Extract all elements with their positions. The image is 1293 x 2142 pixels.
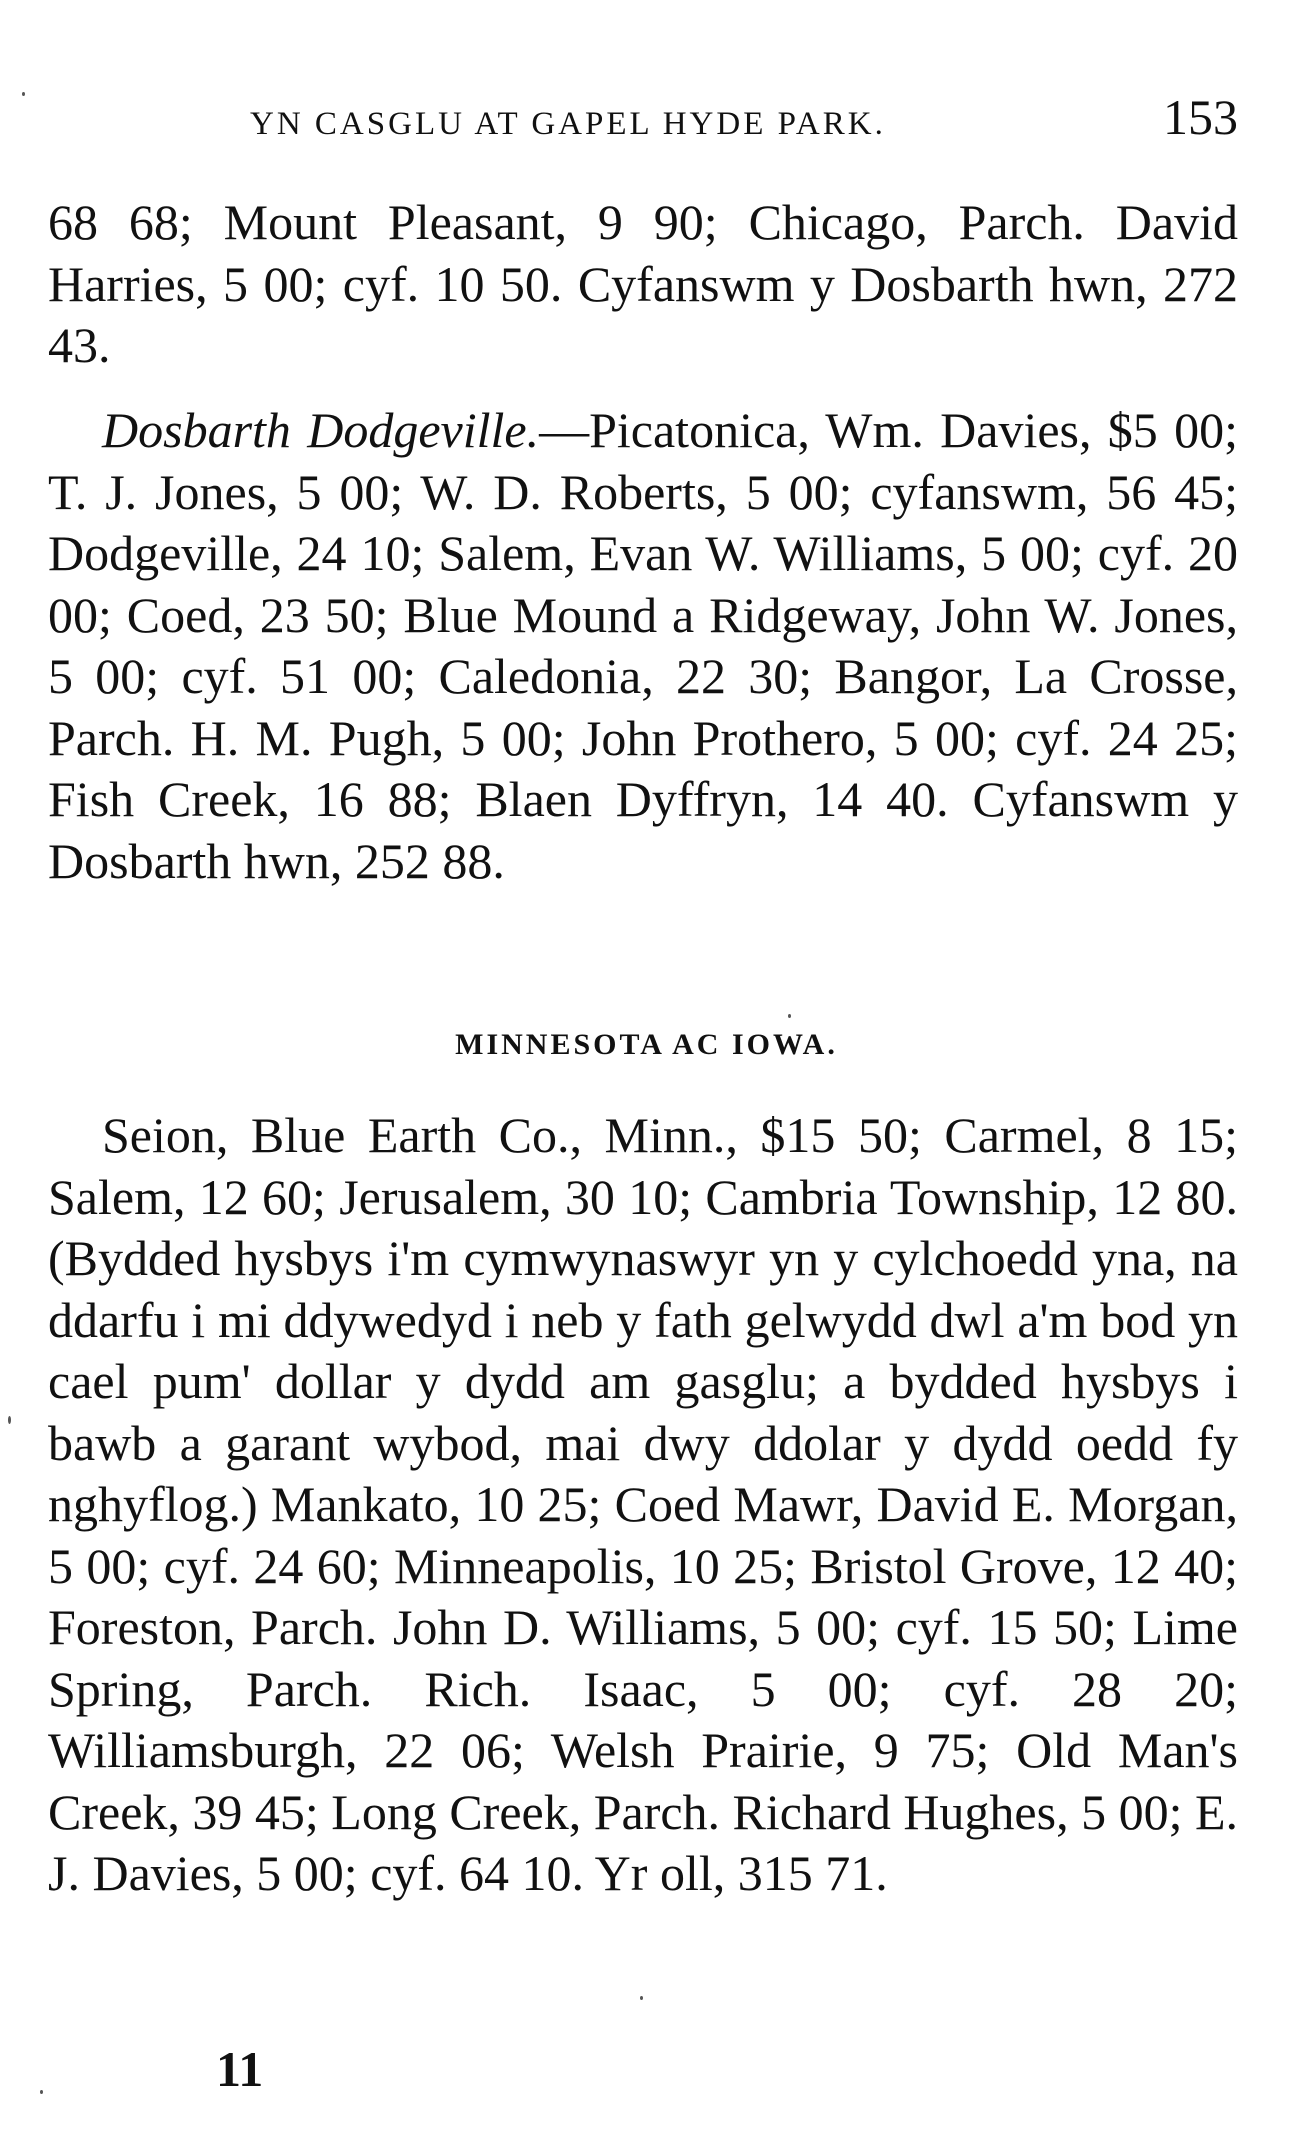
district-heading-italic: Dosbarth Dodgeville. bbox=[102, 402, 540, 458]
section-heading: MINNESOTA AC IOWA. bbox=[455, 1028, 838, 1061]
print-speck bbox=[40, 2090, 43, 2094]
print-speck bbox=[22, 92, 25, 96]
page-number: 153 bbox=[1163, 89, 1238, 145]
signature-mark: 11 bbox=[216, 2041, 264, 2097]
running-head bbox=[48, 89, 1238, 156]
running-title: YN CASGLU AT GAPEL HYDE PARK. bbox=[250, 106, 886, 142]
print-speck bbox=[788, 1014, 791, 1018]
print-speck bbox=[640, 1996, 643, 2000]
paragraph-continuation: 68 68; Mount Pleasant, 9 90; Chicago, Parch. David Harries, 5 00; cyf. 10 50. Cyfanswm y Dosbarth hwn, 272 43. bbox=[48, 194, 1238, 373]
print-speck bbox=[8, 1416, 11, 1424]
paragraph-dodgeville-text: —Picatonica, Wm. Davies, $5 00; T. J. Jones, 5 00; W. D. Roberts, 5 00; cyfanswm, 56 45; Dodgeville, 24 10; Salem, Evan W. Williams, 5 00; cyf. 20 00; Coed, 23 50; Blue Mound a Ridgeway, John W. Jones, 5 00; cyf. 51 00; Caledonia, 22 30; Bangor, La Crosse, Parch. H. M. Pugh, 5 00; John Prothero, 5 00; cyf. 24 25; Fish Creek, 16 88; Blaen Dyffryn, 14 40. Cyfanswm y Dosbarth hwn, 252 88. bbox=[48, 402, 1238, 889]
paragraph-dodgeville bbox=[48, 400, 1238, 892]
paragraph-minnesota-iowa: Seion, Blue Earth Co., Minn., $15 50; Carmel, 8 15; Salem, 12 60; Jerusalem, 30 10; Cambria Township, 12 80. (Bydded hysbys i'm cymwynaswyr yn y cylchoedd yna, na ddarfu i mi ddywedyd i neb y fath gelwydd dwl a'm bod yn cael pum' dollar y dydd am gasglu; a bydded hysbys i bawb a garant wybod, mai dwy ddolar y dydd oedd fy nghyflog.) Mankato, 10 25; Coed Mawr, David E. Morgan, 5 00; cyf. 24 60; Minneapolis, 10 25; Bristol Grove, 12 40; Foreston, Parch. John D. Williams, 5 00; cyf. 15 50; Lime Spring, Parch. Rich. Isaac, 5 00; cyf. 28 20; Williamsburgh, 22 06; Welsh Prairie, 9 75; Old Man's Creek, 39 45; Long Creek, Parch. Richard Hughes, 5 00; E. J. Davies, 5 00; cyf. 64 10. Yr oll, 315 71. bbox=[48, 1107, 1239, 1901]
